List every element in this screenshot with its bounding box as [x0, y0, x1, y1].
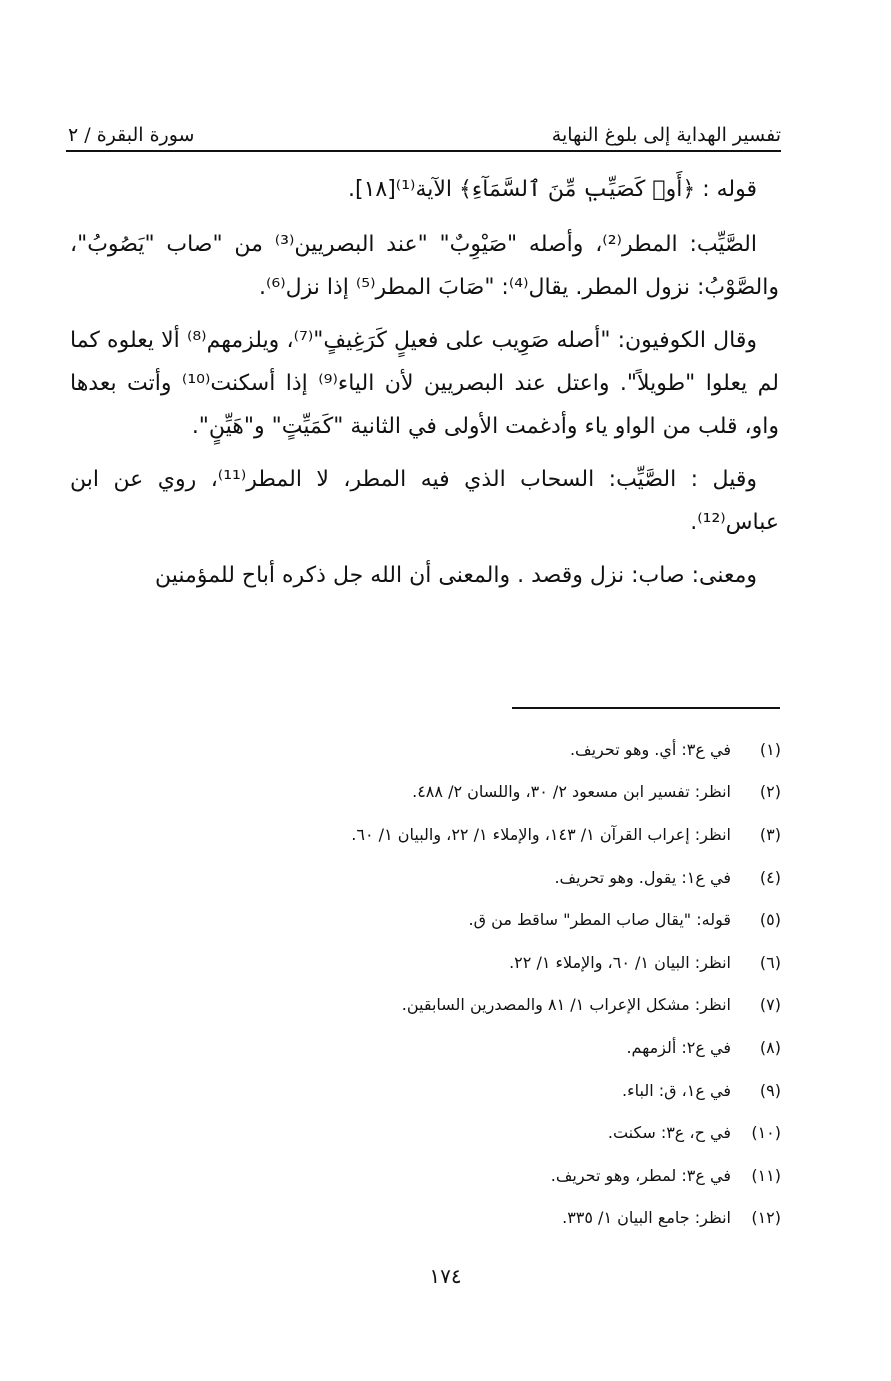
footnote-item	[60, 941, 781, 984]
footnote-item	[60, 728, 781, 771]
book-title: تفسير الهداية إلى بلوغ النهاية	[551, 124, 781, 146]
footnote-text: انظر: تفسير ابن مسعود ٢/ ٣٠، واللسان ٢/ ٤٨٨.	[412, 782, 731, 802]
footnote-number: (٥)	[759, 910, 781, 930]
paragraph-qil: وقيل : الصَّيِّب: السحاب الذي فيه المطر، لا المطر⁽¹¹⁾، روي عن ابن عباس⁽¹²⁾.	[70, 467, 779, 535]
main-text	[70, 168, 779, 607]
footnote-text: في ع٣: لمطر، وهو تحريف.	[550, 1165, 731, 1185]
running-header	[68, 112, 781, 146]
footnote-item	[60, 856, 781, 899]
paragraph-kufiyyun: وقال الكوفيون: "أصله صَوِيب على فعيلٍ كَرَغِيفٍ"⁽⁷⁾، ويلزمهم⁽⁸⁾ ألا يعلوه كما لم يعلوا "طويلاً". واعتل عند البصريين لأن الياء⁽⁹⁾ إذا أسكنت⁽¹⁰⁾ وأتت بعدها واو، قلب من الواو ياء وأدغمت الأولى في الثانية "كَمَيِّتٍ" و"هَيِّنٍ".	[70, 328, 779, 439]
footnote-number: (٩)	[759, 1080, 781, 1100]
footnote-text: في ع٢: ألزمهم.	[626, 1037, 731, 1057]
footnote-number: (٦)	[759, 952, 781, 972]
footnote-text: انظر: مشكل الإعراب ١/ ٨١ والمصدرين السابقين.	[401, 995, 731, 1015]
footnote-number: (٣)	[759, 824, 781, 844]
header-rule	[66, 150, 781, 152]
footnote-text: انظر: جامع البيان ١/ ٣٣٥.	[562, 1208, 731, 1228]
footnote-item	[60, 813, 781, 856]
footnote-item	[60, 771, 781, 814]
footnote-rule	[512, 707, 780, 709]
footnote-item	[60, 1154, 781, 1197]
paragraph-verse: قوله : ﴿أَوۡ كَصَيِّبٖ مِّنَ ٱلسَّمَآءِ﴾ الآية⁽¹⁾[١٨].	[348, 177, 757, 202]
footnote-number: (١٢)	[751, 1208, 781, 1228]
footnotes-list	[60, 728, 781, 1239]
footnote-item	[60, 1026, 781, 1069]
footnote-number: (٨)	[759, 1037, 781, 1057]
footnote-number: (٢)	[759, 782, 781, 802]
footnote-number: (١)	[759, 739, 781, 759]
footnote-item	[60, 984, 781, 1027]
footnote-text: انظر: البيان ١/ ٦٠، والإملاء ١/ ٢٢.	[509, 952, 731, 972]
footnote-text: قوله: "يقال صاب المطر" ساقط من ق.	[468, 910, 731, 930]
footnote-number: (٧)	[759, 995, 781, 1015]
footnote-text: انظر: إعراب القرآن ١/ ١٤٣، والإملاء ١/ ٢٢، والبيان ١/ ٦٠.	[351, 824, 731, 844]
footnote-item	[60, 1111, 781, 1154]
footnote-item	[60, 1197, 781, 1240]
paragraph-sayyib-definition: الصَّيِّب: المطر⁽²⁾، وأصله "صَيْوِبٌ" "عند البصريين⁽³⁾ من "صاب "يَصُوبُ"، والصَّوْبُ: نزول المطر. يقال⁽⁴⁾: "صَابَ المطر⁽⁵⁾ إذا نزل⁽⁶⁾.	[70, 232, 779, 300]
footnote-number: (٤)	[759, 867, 781, 887]
footnote-number: (١١)	[751, 1165, 781, 1185]
footnote-item	[60, 898, 781, 941]
footnote-text: في ع١: يقول. وهو تحريف.	[554, 867, 731, 887]
footnote-text: في ح، ع٣: سكنت.	[607, 1123, 731, 1143]
page-number: ١٧٤	[429, 1264, 462, 1288]
footnote-item	[60, 1069, 781, 1112]
footnote-text: في ع١، ق: الباء.	[622, 1080, 731, 1100]
footnote-number: (١٠)	[751, 1123, 781, 1143]
surah-label: سورة البقرة / ٢	[68, 124, 195, 146]
paragraph-meaning: ومعنى: صاب: نزل وقصد . والمعنى أن الله جل ذكره أباح للمؤمنين	[155, 563, 757, 588]
footnote-text: في ع٣: أي. وهو تحريف.	[569, 739, 731, 759]
